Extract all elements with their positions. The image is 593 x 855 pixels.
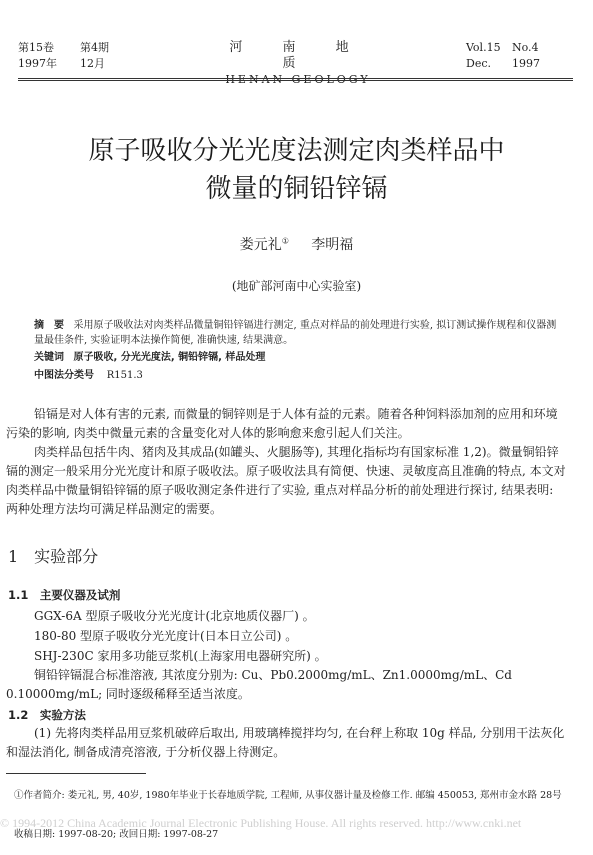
classification: [34, 368, 564, 383]
author-footnote-mark: ①: [281, 236, 289, 246]
issue-cn: 第4期: [80, 41, 109, 54]
authors: [0, 234, 593, 254]
subsection-1-1-heading: 1.1 主要仪器及试剂: [8, 588, 121, 602]
journal-header: [18, 40, 558, 86]
instrument-1: GGX-6A 型原子吸收分光光度计(北京地质仪器厂) 。: [34, 609, 315, 623]
header-rule: [18, 78, 573, 79]
volume-cn: 第15卷: [18, 41, 54, 54]
affiliation: (地矿部河南中心实验室): [231, 279, 362, 293]
classification-label: 中图法分类号: [34, 370, 94, 381]
title-line-2: 微量的铜铅锌镉: [205, 174, 388, 204]
month-cn: 12月: [80, 57, 105, 70]
abstract: [34, 318, 564, 348]
month-en: Dec.: [466, 57, 491, 70]
author-2: 李明福: [311, 237, 354, 253]
received-date: 收稿日期: 1997-08-20; 改回日期: 1997-08-27: [14, 829, 219, 840]
journal-name-en: HENAN GEOLOGY: [225, 73, 371, 86]
volume-en: Vol.15: [466, 41, 501, 54]
footnote-rule: [6, 773, 146, 774]
subsection-1-2-heading: 1.2 实验方法: [8, 708, 86, 722]
header-rule-2: [18, 80, 573, 81]
number-en: No.4: [512, 41, 539, 54]
title-line-1: 原子吸收分光光度法测定肉类样品中: [88, 136, 505, 166]
intro-paragraph-2: 肉类样品包括牛肉、猪肉及其成品(如罐头、火腿肠等), 其理化指标均有国家标准 1,2)。微量铜铅锌镉的测定一般采用分光光度计和原子吸收法。原子吸收法具有简便、快速、灵敏度高且准确的特点, 本文对肉类样品中微量铜铅锌镉的原子吸收测定条件进行了实验, 重点对样品分析的前处理进行探讨, 结果表明: 两种处理方法均可满足样品测定的需要。: [6, 445, 566, 516]
author-1: 娄元礼: [239, 237, 282, 253]
classification-code: R151.3: [106, 370, 143, 381]
instrument-3: SHJ-230C 家用多功能豆浆机(上海家用电器研究所) 。: [34, 649, 327, 663]
method-paragraph: (1) 先将肉类样品用豆浆机破碎后取出, 用玻璃棒搅拌均匀, 在台秤上称取 10g 样品, 分别用干法灰化和湿法消化, 制备成清亮溶液, 于分析仪器上待测定。: [6, 726, 565, 759]
header-volume-block: [18, 40, 142, 72]
abstract-label: 摘 要: [34, 320, 64, 331]
year-cn: 1997年: [18, 57, 57, 70]
journal-name-cn: 河 南 地 质: [229, 40, 367, 71]
keywords-text: 原子吸收, 分光光度法, 铜铅锌镉, 样品处理: [73, 352, 266, 363]
author-footnote: ①作者简介: 娄元礼, 男, 40岁, 1980年毕业于长春地质学院, 工程师, 从事仪器计量及检修工作. 邮编 450053, 郑州市金水路 28号: [14, 790, 562, 801]
intro-paragraph-1: 铅镉是对人体有害的元素, 而微量的铜锌则是于人体有益的元素。随着各种饲料添加剂的应用和环境污染的影响, 肉类中微量元素的含量变化对人体的影响愈来愈引起人们关注。: [6, 407, 558, 440]
keywords: [34, 350, 564, 365]
abstract-text: 采用原子吸收法对肉类样品微量铜铅锌镉进行测定, 重点对样品的前处理进行实验, 拟订测试操作规程和仪器测量最佳条件, 实验证明本法操作简便, 准确快速, 结果满意。: [34, 320, 557, 346]
paper-title: [20, 132, 573, 208]
instrument-2: 180-80 型原子吸收分光光度计(日本日立公司) 。: [34, 629, 298, 643]
reagent-paragraph: 铜铅锌镉混合标准溶液, 其浓度分别为: Cu、Pb0.2000mg/mL、Zn1.0000mg/mL、Cd 0.10000mg/mL; 同时逐级稀释至适当浓度。: [6, 668, 512, 701]
keywords-label: 关键词: [34, 352, 64, 363]
copyright-watermark: © 1994-2012 China Academic Journal Electronic Publishing House. All rights reserved. http://www.cnki.net: [0, 816, 522, 830]
header-issue-block: [466, 40, 558, 72]
year-en: 1997: [512, 57, 540, 70]
section-1-heading: 1 实验部分: [8, 547, 99, 566]
